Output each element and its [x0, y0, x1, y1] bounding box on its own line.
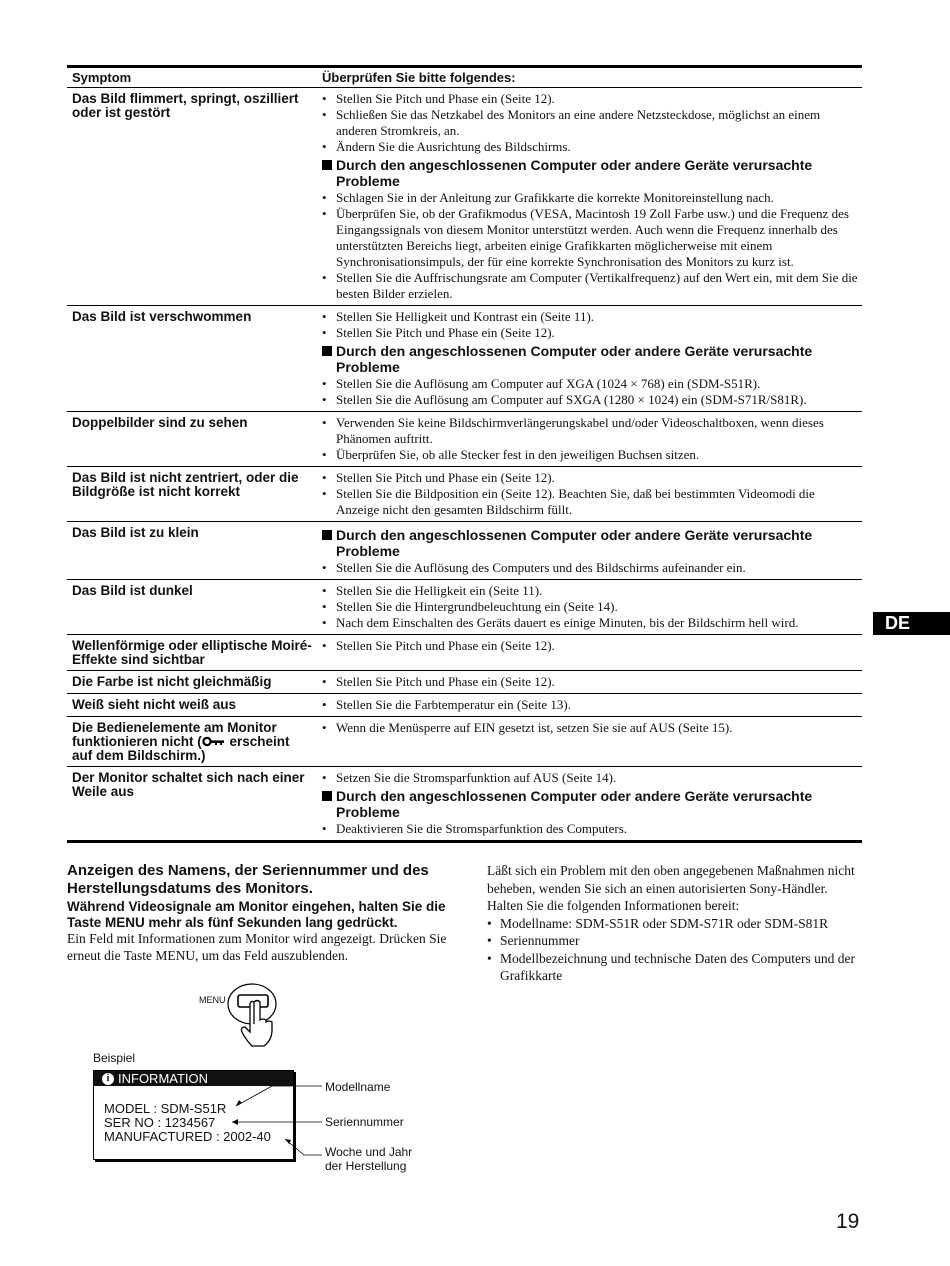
check-list	[322, 638, 858, 654]
table-row	[67, 717, 862, 767]
info-manufactured: MANUFACTURED : 2002-40	[104, 1129, 271, 1144]
check-list	[322, 583, 858, 631]
check-list	[322, 821, 858, 837]
contact-intro: Läßt sich ein Problem mit den oben angegebenen Maßnahmen nicht beheben, wenden Sie sich an einen autorisierten Sony-Händler. Halten Sie die folgenden Informationen bereit:	[487, 863, 855, 913]
menu-label: MENU	[199, 995, 226, 1005]
list-item: • Stellen Sie die Hintergrundbeleuchtung ein (Seite 14).	[322, 599, 858, 615]
list-item: • Setzen Sie die Stromsparfunktion auf AUS (Seite 14).	[322, 770, 858, 786]
info-section	[67, 862, 447, 964]
list-item: • Nach dem Einschalten des Geräts dauert es einige Minuten, bis der Bildschirm hell wird.	[322, 615, 858, 631]
list-item: • Stellen Sie die Auflösung am Computer auf XGA (1024 × 768) ein (SDM-S51R).	[322, 376, 858, 392]
language-tab: DE	[873, 612, 950, 635]
example-label: Beispiel	[93, 1051, 136, 1065]
list-item: • Stellen Sie Pitch und Phase ein (Seite 12).	[322, 91, 858, 107]
list-item: • Stellen Sie Pitch und Phase ein (Seite 12).	[322, 638, 858, 654]
list-item: • Stellen Sie die Auflösung am Computer auf SXGA (1280 × 1024) ein (SDM-S71R/S81R).	[322, 392, 858, 408]
check-cell	[317, 671, 862, 694]
check-cell	[317, 88, 862, 306]
check-cell	[317, 306, 862, 412]
check-cell	[317, 767, 862, 842]
symptom-cell: Die Farbe ist nicht gleichmäßig	[67, 671, 317, 694]
subheading	[322, 157, 858, 189]
list-item: • Schlagen Sie in der Anleitung zur Grafikkarte die korrekte Monitoreinstellung nach.	[322, 190, 858, 206]
list-item: • Stellen Sie die Auflösung des Computers und des Bildschirms aufeinander ein.	[322, 560, 858, 576]
check-cell	[317, 412, 862, 467]
table-row	[67, 635, 862, 671]
table-row	[67, 306, 862, 412]
list-item: • Stellen Sie Pitch und Phase ein (Seite 12).	[322, 470, 858, 486]
symptom-cell: Das Bild ist dunkel	[67, 580, 317, 635]
check-cell	[317, 694, 862, 717]
check-cell	[317, 580, 862, 635]
check-list	[322, 376, 858, 408]
contact-list	[487, 915, 862, 985]
table-row	[67, 671, 862, 694]
table-body	[67, 88, 862, 842]
list-item: • Wenn die Menüsperre auf EIN gesetzt ist, setzen Sie sie auf AUS (Seite 15).	[322, 720, 858, 736]
table-row	[67, 767, 862, 842]
information-header	[94, 1071, 293, 1086]
subheading-text: Durch den angeschlossenen Computer oder andere Geräte verursachte Probleme	[336, 788, 813, 820]
information-box	[93, 1070, 294, 1160]
menu-button-hand-icon	[196, 982, 286, 1048]
list-item: • Stellen Sie die Bildposition ein (Seite 12). Beachten Sie, daß bei bestimmten Videomodi die Anzeige nicht den gesamten Bildschirm füllt.	[322, 486, 858, 518]
square-bullet-icon	[322, 791, 332, 801]
check-list	[322, 309, 858, 341]
troubleshooting-table	[67, 65, 862, 843]
square-bullet-icon	[322, 346, 332, 356]
check-list	[322, 91, 858, 155]
subheading-text: Durch den angeschlossenen Computer oder andere Geräte verursachte Probleme	[336, 157, 813, 189]
list-item: • Stellen Sie die Farbtemperatur ein (Seite 13).	[322, 697, 858, 713]
list-item: • Modellbezeichnung und technische Daten des Computers und der Grafikkarte	[487, 950, 862, 985]
page-number: 19	[836, 1210, 860, 1233]
subheading	[322, 788, 858, 820]
table-row	[67, 88, 862, 306]
list-item: • Deaktivieren Sie die Stromsparfunktion des Computers.	[322, 821, 858, 837]
check-cell	[317, 467, 862, 522]
symptom-cell: Das Bild ist nicht zentriert, oder die Bildgröße ist nicht korrekt	[67, 467, 317, 522]
check-list	[322, 415, 858, 463]
check-list	[322, 770, 858, 786]
list-item: • Stellen Sie Pitch und Phase ein (Seite 12).	[322, 674, 858, 690]
header-check: Überprüfen Sie bitte folgendes:	[317, 67, 862, 88]
check-list	[322, 470, 858, 518]
callout-model: Modellname	[325, 1080, 391, 1094]
check-list	[322, 674, 858, 690]
list-item: • Überprüfen Sie, ob der Grafikmodus (VESA, Macintosh 19 Zoll Farbe usw.) und die Frequenz des Eingangssignals von diesem Monitor unterstützt werden. Auch wenn die Frequenz innerhalb des unterstützten Bereichs liegt, arbeiten einige Grafikkarten möglicherweise mit einem Synchronisationsimpuls, der für eine korrekte Synchronisation des Monitors zu kurz ist.	[322, 206, 858, 270]
section-text: Ein Feld mit Informationen zum Monitor wird angezeigt. Drücken Sie erneut die Taste MENU, um das Feld auszublenden.	[67, 931, 447, 963]
symptom-cell: Der Monitor schaltet sich nach einer Weile aus	[67, 767, 317, 842]
table-row	[67, 694, 862, 717]
check-list	[322, 697, 858, 713]
callout-date: Woche und Jahr der Herstellung	[325, 1145, 413, 1173]
contact-section	[487, 862, 862, 985]
callout-serial: Seriennummer	[325, 1115, 404, 1129]
table-row	[67, 580, 862, 635]
table-row	[67, 522, 862, 580]
list-item: • Stellen Sie Pitch und Phase ein (Seite 12).	[322, 325, 858, 341]
symptom-text: Die Bedienelemente am Monitor funktionieren nicht (	[72, 720, 277, 749]
list-item: • Stellen Sie Helligkeit und Kontrast ein (Seite 11).	[322, 309, 858, 325]
section-title: Anzeigen des Namens, der Seriennummer und des Herstellungsdatums des Monitors.	[67, 862, 429, 897]
symptom-cell: Wellenförmige oder elliptische Moiré-Effekte sind sichtbar	[67, 635, 317, 671]
subheading-text: Durch den angeschlossenen Computer oder andere Geräte verursachte Probleme	[336, 527, 813, 559]
list-item: • Seriennummer	[487, 932, 862, 950]
check-cell	[317, 522, 862, 580]
list-item: • Ändern Sie die Ausrichtung des Bildschirms.	[322, 139, 858, 155]
information-title: INFORMATION	[118, 1071, 209, 1086]
check-cell	[317, 635, 862, 671]
list-item: • Schließen Sie das Netzkabel des Monitors an eine andere Netzsteckdose, möglichst an einem anderen Stromkreis, an.	[322, 107, 858, 139]
section-instruction: Während Videosignale am Monitor eingehen, halten Sie die Taste MENU mehr als fünf Sekunden lang gedrückt.	[67, 899, 446, 930]
symptom-cell: Das Bild ist verschwommen	[67, 306, 317, 412]
info-serial: SER NO : 1234567	[104, 1115, 216, 1130]
list-item: • Stellen Sie die Helligkeit ein (Seite 11).	[322, 583, 858, 599]
table-row	[67, 467, 862, 522]
table-row	[67, 412, 862, 467]
symptom-cell: Doppelbilder sind zu sehen	[67, 412, 317, 467]
symptom-text: erscheint auf dem Bildschirm.)	[72, 734, 290, 763]
list-item: • Modellname: SDM-S51R oder SDM-S71R oder SDM-S81R	[487, 915, 862, 933]
subheading-text: Durch den angeschlossenen Computer oder andere Geräte verursachte Probleme	[336, 343, 813, 375]
key-icon	[202, 736, 226, 747]
check-list	[322, 720, 858, 736]
square-bullet-icon	[322, 530, 332, 540]
subheading	[322, 527, 858, 559]
symptom-cell: Weiß sieht nicht weiß aus	[67, 694, 317, 717]
info-model: MODEL : SDM-S51R	[104, 1101, 227, 1116]
list-item: • Stellen Sie die Auffrischungsrate am Computer (Vertikalfrequenz) auf den Wert ein, mit dem Sie die besten Bilder erzielen.	[322, 270, 858, 302]
check-list	[322, 190, 858, 302]
square-bullet-icon	[322, 160, 332, 170]
list-item: • Verwenden Sie keine Bildschirmverlängerungskabel und/oder Videoschaltboxen, wenn dieses Phänomen auftritt.	[322, 415, 858, 447]
symptom-cell	[67, 717, 317, 767]
info-icon: i	[102, 1073, 114, 1085]
subheading	[322, 343, 858, 375]
check-cell	[317, 717, 862, 767]
header-symptom: Symptom	[67, 67, 317, 88]
list-item: • Überprüfen Sie, ob alle Stecker fest in den jeweiligen Buchsen sitzen.	[322, 447, 858, 463]
check-list	[322, 560, 858, 576]
symptom-cell: Das Bild flimmert, springt, oszilliert oder ist gestört	[67, 88, 317, 306]
symptom-cell: Das Bild ist zu klein	[67, 522, 317, 580]
